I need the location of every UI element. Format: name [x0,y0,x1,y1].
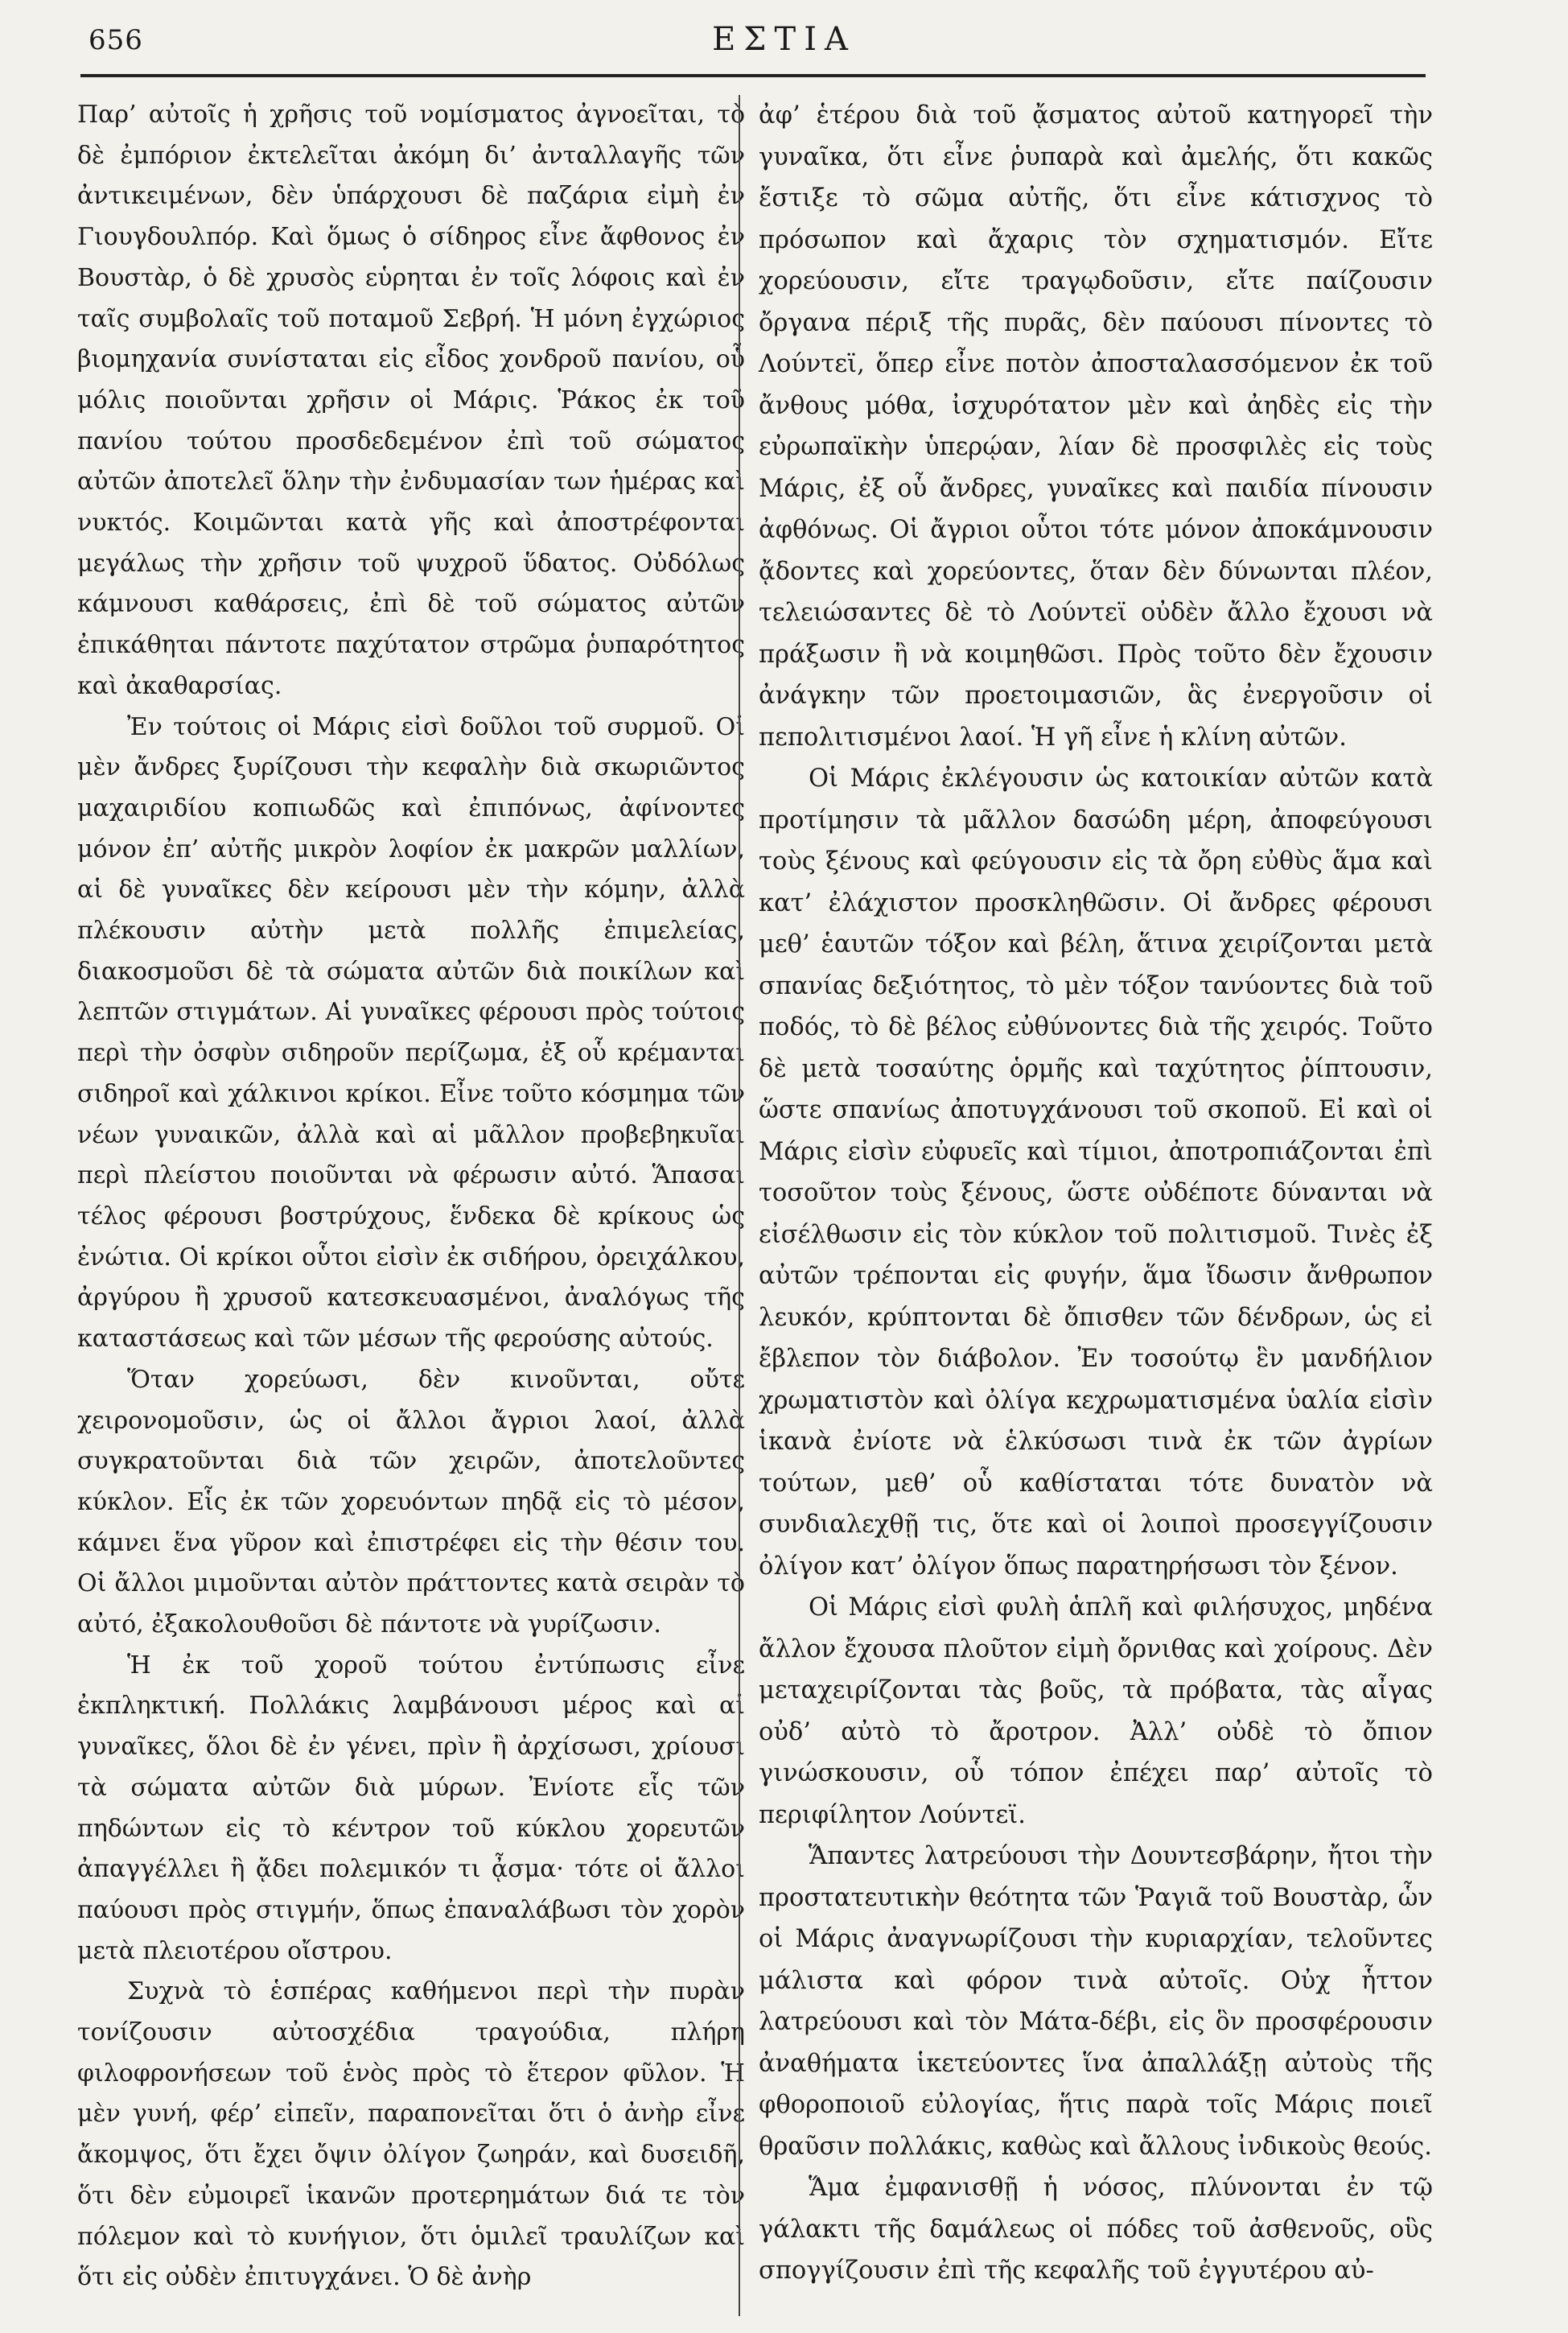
paragraph: Ἅμα ἐμφανισθῇ ἡ νόσος, πλύνονται ἐν τῷ γάλακτι τῆς δαμάλεως οἱ πόδες τοῦ ἀσθενοῦς, οὓς σπογγίζουσιν ἐπὶ τῆς κεφαλῆς τοῦ ἐγγυτέρου αὐ- [759,2174,1433,2285]
header-rule [80,74,1426,77]
right-column [759,95,1433,2292]
paragraph: ἀφ’ ἑτέρου διὰ τοῦ ᾄσματος αὐτοῦ κατηγορεῖ τὴν γυναῖκα, ὅτι εἶνε ῥυπαρὰ καὶ ἀμελής, ὅτι κακῶς ἔστιξε τὸ σῶμα αὐτῆς, ὅτι εἶνε κάτισχνος τὸ πρόσωπον καὶ ἄχαρις τὸν σχηματισμόν. Εἴτε χορεύουσιν, εἴτε τραγῳδοῦσιν, εἴτε παίζουσιν ὄργανα πέριξ τῆς πυρᾶς, δὲν παύουσι πίνοντες τὸ Λούντεϊ, ὅπερ εἶνε ποτὸν ἀποσταλασσόμενον ἐκ τοῦ ἄνθους μόθα, ἰσχυρότατον μὲν καὶ ἀηδὲς εἰς τὴν εὐρωπαϊκὴν ὑπερῴαν, λίαν δὲ προσφιλὲς εἰς τοὺς Μάρις, ἐξ οὗ ἄνδρες, γυναῖκες καὶ παιδία πίνουσιν ἀφθόνως. Οἱ ἄγριοι οὗτοι τότε μόνον ἀποκάμνουσιν ᾄδοντες καὶ χορεύοντες, ὅταν δὲν δύνωνται πλέον, τελειώσαντες δὲ τὸ Λούντεϊ οὐδὲν ἄλλο ἔχουσι νὰ πράξωσιν ἢ νὰ κοιμηθῶσι. Πρὸς τοῦτο δὲν ἔχουσιν ἀνάγκην τῶν προετοιμασιῶν, ἃς ἐνεργοῦσιν οἱ πεπολιτισμένοι λαοί. Ἡ γῆ εἶνε ἡ κλίνη αὐτῶν. [759,101,1433,752]
paragraph: Οἱ Μάρις εἰσὶ φυλὴ ἁπλῆ καὶ φιλήσυχος, μηδένα ἄλλον ἔχουσα πλοῦτον εἰμὴ ὄρνιθας καὶ χοίρους. Δὲν μεταχειρίζονται τὰς βοῦς, τὰ πρόβατα, τὰς αἶγας οὐδ’ αὐτὸ τὸ ἄροτρον. Ἀλλ’ οὐδὲ τὸ ὄπιον γινώσκουσιν, οὗ τόπον ἐπέχει παρ’ αὐτοῖς τὸ περιφίλητον Λούντεϊ. [759,1593,1433,1829]
paragraph: Συχνὰ τὸ ἑσπέρας καθήμενοι περὶ τὴν πυρὰν τονίζουσιν αὐτοσχέδια τραγούδια, πλήρη φιλοφρονήσεων τοῦ ἑνὸς πρὸς τὸ ἕτερον φῦλον. Ἡ μὲν γυνή, φέρ’ εἰπεῖν, παραπονεῖται ὅτι ὁ ἀνὴρ εἶνε ἄκομψος, ὅτι ἔχει ὄψιν ὀλίγον ζωηράν, καὶ δυσειδῆ, ὅτι δὲν εὐμοιρεῖ ἱκανῶν προτερημάτων διά τε τὸν πόλεμον καὶ τὸ κυνήγιον, ὅτι ὁμιλεῖ τραυλίζων καὶ ὅτι εἰς οὐδὲν ἐπιτυγχάνει. Ὁ δὲ ἀνὴρ [77,1977,745,2292]
paragraph: Ὅταν χορεύωσι, δὲν κινοῦνται, οὔτε χειρονομοῦσιν, ὡς οἱ ἄλλοι ἄγριοι λαοί, ἀλλὰ συγκρατοῦνται διὰ τῶν χειρῶν, ἀποτελοῦντες κύκλον. Εἷς ἐκ τῶν χορευόντων πηδᾷ εἰς τὸ μέσον, κάμνει ἕνα γῦρον καὶ ἐπιστρέφει εἰς τὴν θέσιν του. Οἱ ἄλλοι μιμοῦνται αὐτὸν πράττοντες κατὰ σειρὰν τὸ αὐτό, ἐξακολουθοῦσι δὲ πάντοτε νὰ γυρίζωσιν. [77,1365,745,1639]
page-number: 656 [88,24,143,56]
left-column [77,95,745,2298]
paragraph: Ἅπαντες λατρεύουσι τὴν Δουντεσβάρην, ἤτοι τὴν προστατευτικὴν θεότητα τῶν Ῥαγιᾶ τοῦ Βουστὰρ, ὧν οἱ Μάρις ἀναγνωρίζουσι τὴν κυριαρχίαν, τελοῦντες μάλιστα καὶ φόρον τινὰ αὐτοῖς. Οὐχ ἧττον λατρεύουσι καὶ τὸν Μάτα-δέβι, εἰς ὃν προσφέρουσιν ἀναθήματα ἱκετεύοντες ἵνα ἀπαλλάξῃ αὐτοὺς τῆς φθοροποιοῦ εὐλογίας, ἥτις παρὰ τοῖς Μάρις ποιεῖ θραῦσιν πολλάκις, καθὼς καὶ ἄλλους ἰνδικοὺς θεούς. [759,1842,1433,2161]
column-divider [739,95,740,2316]
paragraph: Παρ’ αὐτοῖς ἡ χρῆσις τοῦ νομίσματος ἀγνοεῖται, τὸ δὲ ἐμπόριον ἐκτελεῖται ἀκόμη δι’ ἀνταλλαγῆς τῶν ἀντικειμένων, δὲν ὑπάρχουσι δὲ παζάρια εἰμὴ ἐν Γιουγδουλπόρ. Καὶ ὅμως ὁ σίδηρος εἶνε ἄφθονος ἐν Βουστὰρ, ὁ δὲ χρυσὸς εὑρηται ἐν τοῖς λόφοις καὶ ἐν ταῖς συμβολαῖς τοῦ ποταμοῦ Σεβρή. Ἡ μόνη ἐγχώριος βιομηχανία συνίσταται εἰς εἶδος χονδροῦ πανίου, οὗ μόλις ποιοῦνται χρῆσιν οἱ Μάρις. Ῥάκος ἐκ τοῦ πανίου τούτου προσδεδεμένον ἐπὶ τοῦ σώματος αὐτῶν ἀποτελεῖ ὅλην τὴν ἐνδυμασίαν των ἡμέρας καὶ νυκτός. Κοιμῶνται κατὰ γῆς καὶ ἀποστρέφονται μεγάλως τὴν χρῆσιν τοῦ ψυχροῦ ὕδατος. Οὐδόλως κάμνουσι καθάρσεις, ἐπὶ δὲ τοῦ σώματος αὐτῶν ἐπικάθηται πάντοτε παχύτατον στρῶμα ῥυπαρότητος καὶ ἀκαθαρσίας. [77,101,745,700]
paragraph: Οἱ Μάρις ἐκλέγουσιν ὡς κατοικίαν αὐτῶν κατὰ προτίμησιν τὰ μᾶλλον δασώδη μέρη, ἀποφεύγουσι τοὺς ξένους καὶ φεύγουσιν εἰς τὰ ὄρη εὐθὺς ἅμα καὶ κατ’ ἐλάχιστον προσκληθῶσιν. Οἱ ἄνδρες φέρουσι μεθ’ ἑαυτῶν τόξον καὶ βέλη, ἅτινα χειρίζονται μετὰ σπανίας δεξιότητος, τὸ μὲν τόξον τανύοντες διὰ τοῦ ποδός, τὸ δὲ βέλος εὐθύνοντες διὰ τῆς χειρός. Τοῦτο δὲ μετὰ τοσαύτης ὁρμῆς καὶ ταχύτητος ῥίπτουσιν, ὥστε σπανίως ἀποτυγχάνουσι τοῦ σκοποῦ. Εἰ καὶ οἱ Μάρις εἰσὶν εὐφυεῖς καὶ τίμιοι, ἀποτροπιάζονται ἐπὶ τοσοῦτον τοὺς ξένους, ὥστε οὐδέποτε δύνανται νὰ εἰσέλθωσιν εἰς τὸν κύκλον τοῦ πολιτισμοῦ. Τινὲς ἐξ αὐτῶν τρέπονται εἰς φυγήν, ἅμα ἴδωσιν ἄνθρωπον λευκόν, κρύπτονται δὲ ὄπισθεν τῶν δένδρων, ὡς εἰ ἔβλεπον τὸν διάβολον. Ἐν τοσούτῳ ἓν μανδήλιον χρωματιστὸν καὶ ὀλίγα κεχρωματισμένα ὑαλία εἰσὶν ἱκανὰ ἐνίοτε νὰ ἑλκύσωσι τινὰ ἐκ τῶν ἀγρίων τούτων, μεθ’ οὗ καθίσταται τότε δυνατὸν νὰ συνδιαλεχθῇ τις, ὅτε καὶ οἱ λοιποὶ προσεγγίζουσιν ὀλίγον κατ’ ὀλίγον ὅπως παρατηρήσωσι τὸν ξένον. [759,765,1433,1581]
paragraph: Ἐν τούτοις οἱ Μάρις εἰσὶ δοῦλοι τοῦ συρμοῦ. Οἱ μὲν ἄνδρες ξυρίζουσι τὴν κεφαλὴν διὰ σκωριῶντος μαχαιριδίου κοπιωδῶς καὶ ἐπιπόνως, ἀφίνοντες μόνον ἐπ’ αὐτῆς μικρὸν λοφίον ἐκ μακρῶν μαλλίων, αἱ δὲ γυναῖκες δὲν κείρουσι μὲν τὴν κόμην, ἀλλὰ πλέκουσιν αὐτὴν μετὰ πολλῆς ἐπιμελείας, διακοσμοῦσι δὲ τὰ σώματα αὐτῶν διὰ ποικίλων καὶ λεπτῶν στιγμάτων. Αἱ γυναῖκες φέρουσι πρὸς τούτοις περὶ τὴν ὀσφὺν σιδηροῦν περίζωμα, ἐξ οὗ κρέμανται σιδηροῖ καὶ χάλκινοι κρίκοι. Εἶνε τοῦτο κόσμημα τῶν νέων γυναικῶν, ἀλλὰ καὶ αἱ μᾶλλον προβεβηκυῖαι περὶ πλείστου ποιοῦνται νὰ φέρωσιν αὐτό. Ἅπασαι τέλος φέρουσι βοστρύχους, ἕνδεκα δὲ κρίκους ὡς ἐνώτια. Οἱ κρίκοι οὗτοι εἰσὶν ἐκ σιδήρου, ὀρειχάλκου, ἀργύρου ἢ χρυσοῦ κατεσκευασμένοι, ἀναλόγως τῆς καταστάσεως καὶ τῶν μέσων τῆς φερούσης αὐτούς. [77,712,745,1354]
running-head-title: ΕΣΤΙΑ [712,21,856,58]
paragraph: Ἡ ἐκ τοῦ χοροῦ τούτου ἐντύπωσις εἶνε ἐκπληκτική. Πολλάκις λαμβάνουσι μέρος καὶ αἱ γυναῖκες, ὅλοι δὲ ἐν γένει, πρὶν ἢ ἀρχίσωσι, χρίουσι τὰ σώματα αὐτῶν διὰ μύρων. Ἐνίοτε εἷς τῶν πηδώντων εἰς τὸ κέντρον τοῦ κύκλου χορευτῶν ἀπαγγέλλει ἢ ᾄδει πολεμικόν τι ᾆσμα· τότε οἱ ἄλλοι παύουσι πρὸς στιγμήν, ὅπως ἐπαναλάβωσι τὸν χορὸν μετὰ πλειοτέρου οἴστρου. [77,1651,745,1965]
